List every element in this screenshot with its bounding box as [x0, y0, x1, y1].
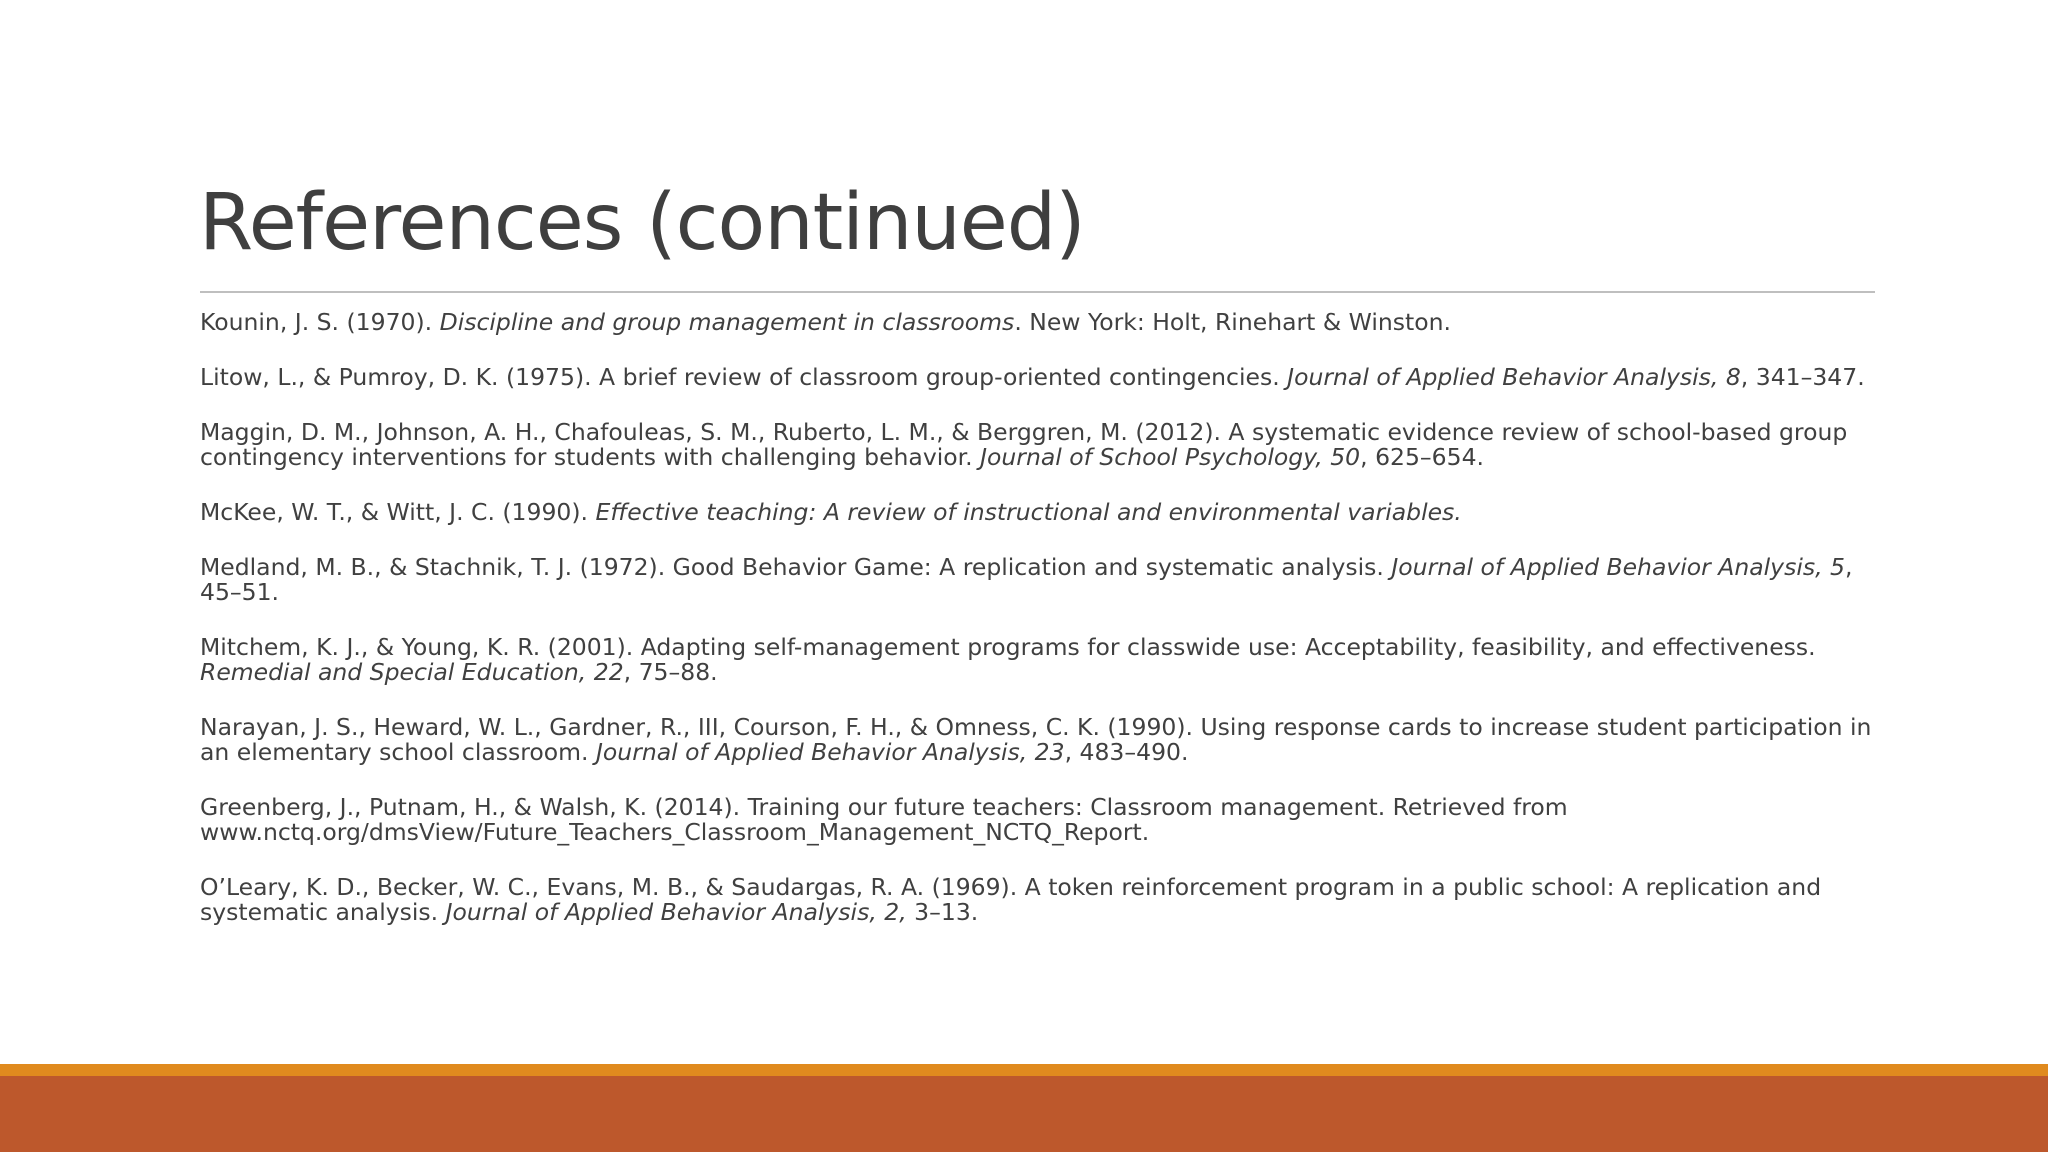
footer-accent-stripe — [0, 1064, 2048, 1076]
reference-list — [200, 310, 1880, 955]
reference-item: Kounin, J. S. (1970). Discipline and group management in classrooms. New York: Holt, Rinehart & Winston. — [200, 308, 1451, 336]
reference-item: Maggin, D. M., Johnson, A. H., Chafouleas, S. M., Ruberto, L. M., & Berggren, M. (2012). A systematic evidence review of school-based group contingency interventions for students with challenging behavior. Journal of School Psychology, 50, 625–654. — [200, 418, 1848, 471]
reference-item: Litow, L., & Pumroy, D. K. (1975). A brief review of classroom group-oriented contingencies. Journal of Applied Behavior Analysis, 8, 341–347. — [200, 363, 1865, 391]
reference-item: Narayan, J. S., Heward, W. L., Gardner, R., III, Courson, F. H., & Omness, C. K. (1990). Using response cards to increase student participation in an elementary school classroom. Journal of Applied Behavior Analysis, 23, 483–490. — [200, 713, 1872, 766]
footer-band — [0, 1076, 2048, 1152]
reference-item: Mitchem, K. J., & Young, K. R. (2001). Adapting self-management programs for classwide use: Acceptability, feasibility, and effectiveness. Remedial and Special Education, 22, 75–88. — [200, 633, 1816, 686]
reference-item: O’Leary, K. D., Becker, W. C., Evans, M. B., & Saudargas, R. A. (1969). A token reinforcement program in a public school: A replication and systematic analysis. Journal of Applied Behavior Analysis, 2, 3–13. — [200, 873, 1822, 926]
reference-item: Greenberg, J., Putnam, H., & Walsh, K. (2014). Training our future teachers: Classroom management. Retrieved from www.nctq.org/dmsView/Future_Teachers_Classroom_Management_NCTQ_Report. — [200, 793, 1568, 846]
title-divider — [200, 291, 1875, 293]
slide-title: References (continued) — [199, 178, 1085, 268]
reference-item: Medland, M. B., & Stachnik, T. J. (1972). Good Behavior Game: A replication and systematic analysis. Journal of Applied Behavior Analysis, 5, 45–51. — [200, 553, 1853, 606]
reference-item: McKee, W. T., & Witt, J. C. (1990). Effective teaching: A review of instructional and environmental variables. — [200, 498, 1462, 526]
